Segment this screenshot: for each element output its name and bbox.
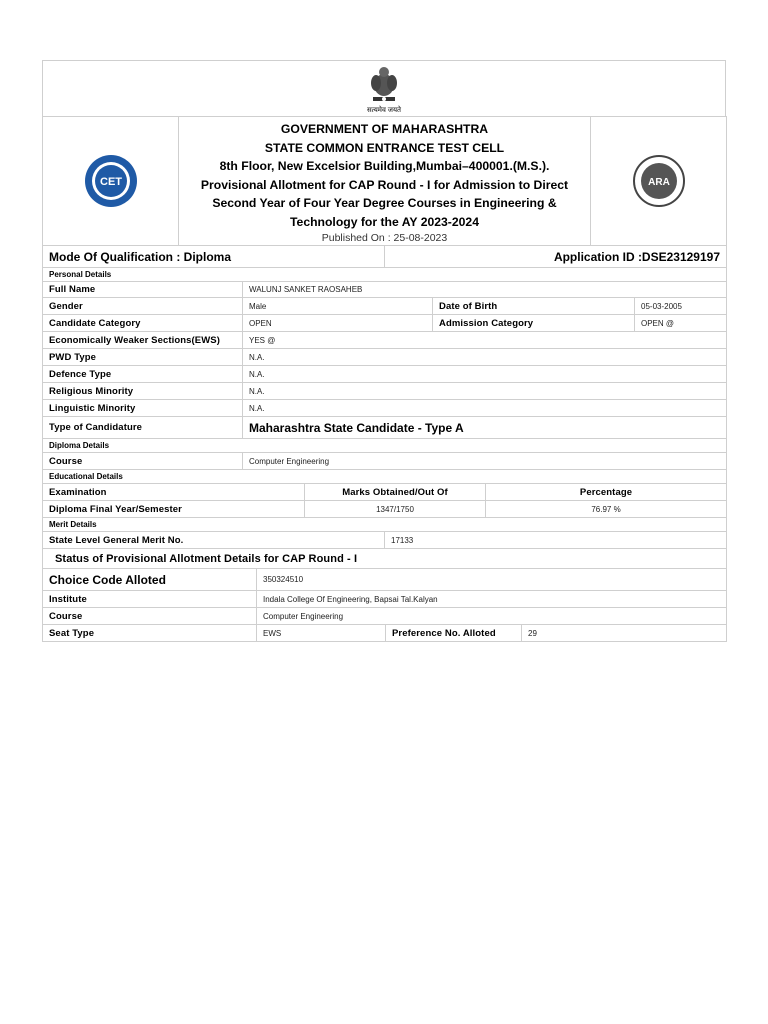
full-name-label: Full Name [43,282,243,298]
defence-label: Defence Type [43,366,243,383]
emblem-table [42,60,726,117]
choice-code-value: 350324510 [257,569,727,591]
diploma-details-table [42,438,727,470]
pwd-label: PWD Type [43,349,243,366]
national-emblem-icon [364,63,404,111]
published-date: Published On : 25-08-2023 [321,232,448,244]
cet-logo-text: CET [99,176,122,188]
diploma-course-label: Course [43,453,243,470]
institute-label: Institute [43,591,257,608]
col-examination: Examination [43,484,305,501]
allotment-status-title: Status of Provisional Allotment Details for CAP Round - I [43,549,727,569]
address: 8th Floor, New Excelsior Building,Mumbai–400001.(M.S.). [219,159,550,173]
ara-logo-cell [591,117,727,246]
allotment-table [42,548,727,642]
allotment-letter [42,60,726,642]
ara-logo-icon [632,154,686,208]
seat-type-label: Seat Type [43,625,257,642]
application-id: Application ID :DSE23129197 [385,246,727,268]
allotted-course-label: Course [43,608,257,625]
percentage-value: 76.97 % [486,501,727,518]
educational-details-heading: Educational Details [43,470,727,484]
gender-label: Gender [43,298,243,315]
cet-logo-cell [43,117,179,246]
admission-category-label: Admission Category [433,315,635,332]
seat-type-value: EWS [257,625,386,642]
emblem-cell [43,61,726,117]
religious-minority-label: Religious Minority [43,383,243,400]
candidate-category-value: OPEN [243,315,433,332]
candidate-category-label: Candidate Category [43,315,243,332]
pwd-value: N.A. [243,349,727,366]
diploma-details-heading: Diploma Details [43,439,727,453]
defence-value: N.A. [243,366,727,383]
full-name-value: WALUNJ SANKET RAOSAHEB [243,282,727,298]
preference-value: 29 [522,625,727,642]
mode-table [42,245,727,268]
dob-value: 05-03-2005 [635,298,727,315]
cell-title: STATE COMMON ENTRANCE TEST CELL [264,140,505,155]
candidature-label: Type of Candidature [43,417,243,439]
choice-code-label: Choice Code Alloted [43,569,257,591]
diploma-course-value: Computer Engineering [243,453,727,470]
gender-value: Male [243,298,433,315]
merit-details-heading: Merit Details [43,518,727,532]
candidature-value: Maharashtra State Candidate - Type A [243,417,727,439]
educational-details-table [42,469,727,518]
col-percentage: Percentage [486,484,727,501]
merit-no-label: State Level General Merit No. [43,532,385,549]
gov-title: GOVERNMENT OF MAHARASHTRA [280,122,489,136]
header-title-cell [179,117,591,246]
linguistic-minority-value: N.A. [243,400,727,417]
col-marks: Marks Obtained/Out Of [305,484,486,501]
cet-cell-logo-icon [83,153,139,209]
linguistic-minority-label: Linguistic Minority [43,400,243,417]
header-table [42,116,727,246]
marks-value: 1347/1750 [305,501,486,518]
examination-value: Diploma Final Year/Semester [43,501,305,518]
admission-category-value: OPEN @ [635,315,727,332]
mode-of-qualification: Mode Of Qualification : Diploma [43,246,385,268]
religious-minority-value: N.A. [243,383,727,400]
preference-label: Preference No. Alloted [386,625,522,642]
ara-logo-text: ARA [647,177,670,188]
allotment-title-2: Second Year of Four Year Degree Courses in Engineering & [212,196,557,210]
merit-details-table [42,517,727,549]
merit-no-value: 17133 [385,532,727,549]
dob-label: Date of Birth [433,298,635,315]
ews-value: YES @ [243,332,727,349]
personal-details-table [42,267,727,439]
institute-value: Indala College Of Engineering, Bapsai Tal.Kalyan [257,591,727,608]
personal-details-heading: Personal Details [43,268,727,282]
allotment-title-3: Technology for the AY 2023-2024 [290,214,479,229]
ews-label: Economically Weaker Sections(EWS) [43,332,243,349]
allotment-title-1: Provisional Allotment for CAP Round - I for Admission to Direct [200,177,569,192]
allotted-course-value: Computer Engineering [257,608,727,625]
emblem-motto: सत्यमेव जयते [366,106,402,114]
